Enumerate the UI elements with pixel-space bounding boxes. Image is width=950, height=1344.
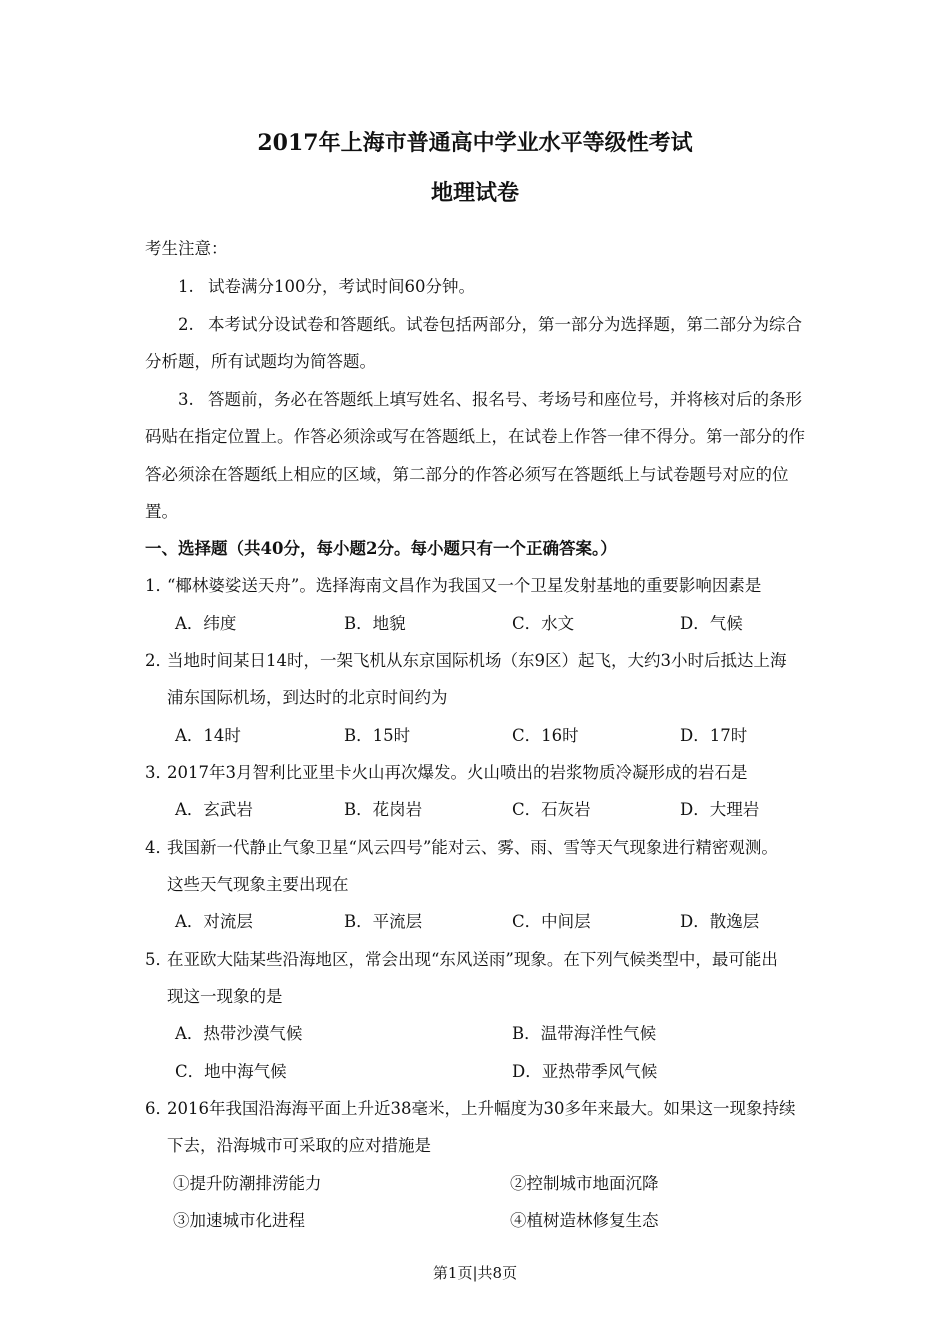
question-text: 在亚欧大陆某些沿海地区，常会出现“东风送雨”现象。在下列气候类型中，最可能出 xyxy=(167,950,778,969)
notice-item-number: 1. xyxy=(178,277,194,296)
notice-item-text: 码贴在指定位置上。作答必须涂或写在答题纸上，在试卷上作答一律不得分。第一部分的作 xyxy=(145,427,805,446)
question-text: 我国新一代静止气象卫星“风云四号”能对云、雾、雨、雪等天气现象进行精密观测。 xyxy=(167,838,778,857)
question-text-continued: 现这一现象的是 xyxy=(167,987,283,1006)
option-b: B．地貌 xyxy=(344,614,406,633)
exam-subtitle: 地理试卷 xyxy=(430,180,519,206)
option-b: B．平流层 xyxy=(344,912,423,931)
question-number: 2． xyxy=(145,651,172,670)
option-b: B．温带海洋性气候 xyxy=(512,1024,657,1043)
option-c: C．石灰岩 xyxy=(512,800,591,819)
notice-item-text: 本考试分设试卷和答题纸。试卷包括两部分，第一部分为选择题，第二部分为综合 xyxy=(208,315,802,334)
option-c: C．中间层 xyxy=(512,912,591,931)
notice-item-3 xyxy=(178,386,802,410)
question-text-continued: 这些天气现象主要出现在 xyxy=(167,875,349,894)
option-a: A．14时 xyxy=(175,726,241,745)
option-a: A．对流层 xyxy=(175,912,253,931)
notice-item-text: 答题前，务必在答题纸上填写姓名、报名号、考场号和座位号，并将核对后的条形 xyxy=(208,390,802,409)
page-number: 第1页|共8页 xyxy=(432,1264,518,1282)
option-c: C．地中海气候 xyxy=(175,1062,287,1081)
exam-title: 2017年上海市普通高中学业水平等级性考试 xyxy=(257,130,693,156)
option-c: C．水文 xyxy=(512,614,575,633)
option-b: B．15时 xyxy=(344,726,411,745)
notice-item-text: 置。 xyxy=(145,502,178,521)
question-4 xyxy=(145,834,778,858)
question-text-continued: 浦东国际机场，到达时的北京时间约为 xyxy=(167,688,448,707)
notice-item-text: 答必须涂在答题纸上相应的区域，第二部分的作答必须写在答题纸上与试卷题号对应的位 xyxy=(145,465,789,484)
question-text: 2016年我国沿海海平面上升近38毫米，上升幅度为30多年来最大。如果这一现象持续 xyxy=(167,1099,796,1118)
option-a: A．热带沙漠气候 xyxy=(175,1024,303,1043)
notice-item-number: 2. xyxy=(178,315,194,334)
option-c: C．16时 xyxy=(512,726,579,745)
notice-item-1 xyxy=(178,273,475,297)
question-number: 3． xyxy=(145,763,172,782)
question-1 xyxy=(145,572,761,596)
option-d: D．大理岩 xyxy=(680,800,760,819)
statement-1: ①提升防潮排涝能力 xyxy=(173,1174,322,1193)
option-d: D．气候 xyxy=(680,614,743,633)
option-a: A．纬度 xyxy=(175,614,237,633)
option-b: B．花岗岩 xyxy=(344,800,423,819)
option-d: D．亚热带季风气候 xyxy=(512,1062,658,1081)
statement-4: ④植树造林修复生态 xyxy=(510,1211,659,1230)
statement-2: ②控制城市地面沉降 xyxy=(510,1174,659,1193)
option-d: D．散逸层 xyxy=(680,912,760,931)
question-5 xyxy=(145,946,778,970)
question-3 xyxy=(145,759,748,783)
question-number: 6． xyxy=(145,1099,172,1118)
question-text: 2017年3月智利比亚里卡火山再次爆发。火山喷出的岩浆物质冷凝形成的岩石是 xyxy=(167,763,748,782)
section-heading: 一、选择题（共40分，每小题2分。每小题只有一个正确答案。） xyxy=(145,539,617,558)
question-text-continued: 下去，沿海城市可采取的应对措施是 xyxy=(167,1136,431,1155)
question-2 xyxy=(145,647,787,671)
notice-item-number: 3. xyxy=(178,390,194,409)
statement-3: ③加速城市化进程 xyxy=(173,1211,305,1230)
notice-label: 考生注意： xyxy=(145,239,228,258)
option-a: A．玄武岩 xyxy=(175,800,253,819)
notice-item-2 xyxy=(178,311,802,335)
question-text: “椰林婆娑送天舟”。选择海南文昌作为我国又一个卫星发射基地的重要影响因素是 xyxy=(167,576,762,595)
question-number: 4． xyxy=(145,838,172,857)
question-text: 当地时间某日14时，一架飞机从东京国际机场（东9区）起飞，大约3小时后抵达上海 xyxy=(167,651,787,670)
question-number: 5． xyxy=(145,950,172,969)
notice-item-text: 分析题，所有试题均为简答题。 xyxy=(145,352,376,371)
notice-item-text: 试卷满分100分，考试时间60分钟。 xyxy=(208,277,475,296)
question-number: 1． xyxy=(145,576,172,595)
question-6 xyxy=(145,1095,795,1119)
option-d: D．17时 xyxy=(680,726,748,745)
